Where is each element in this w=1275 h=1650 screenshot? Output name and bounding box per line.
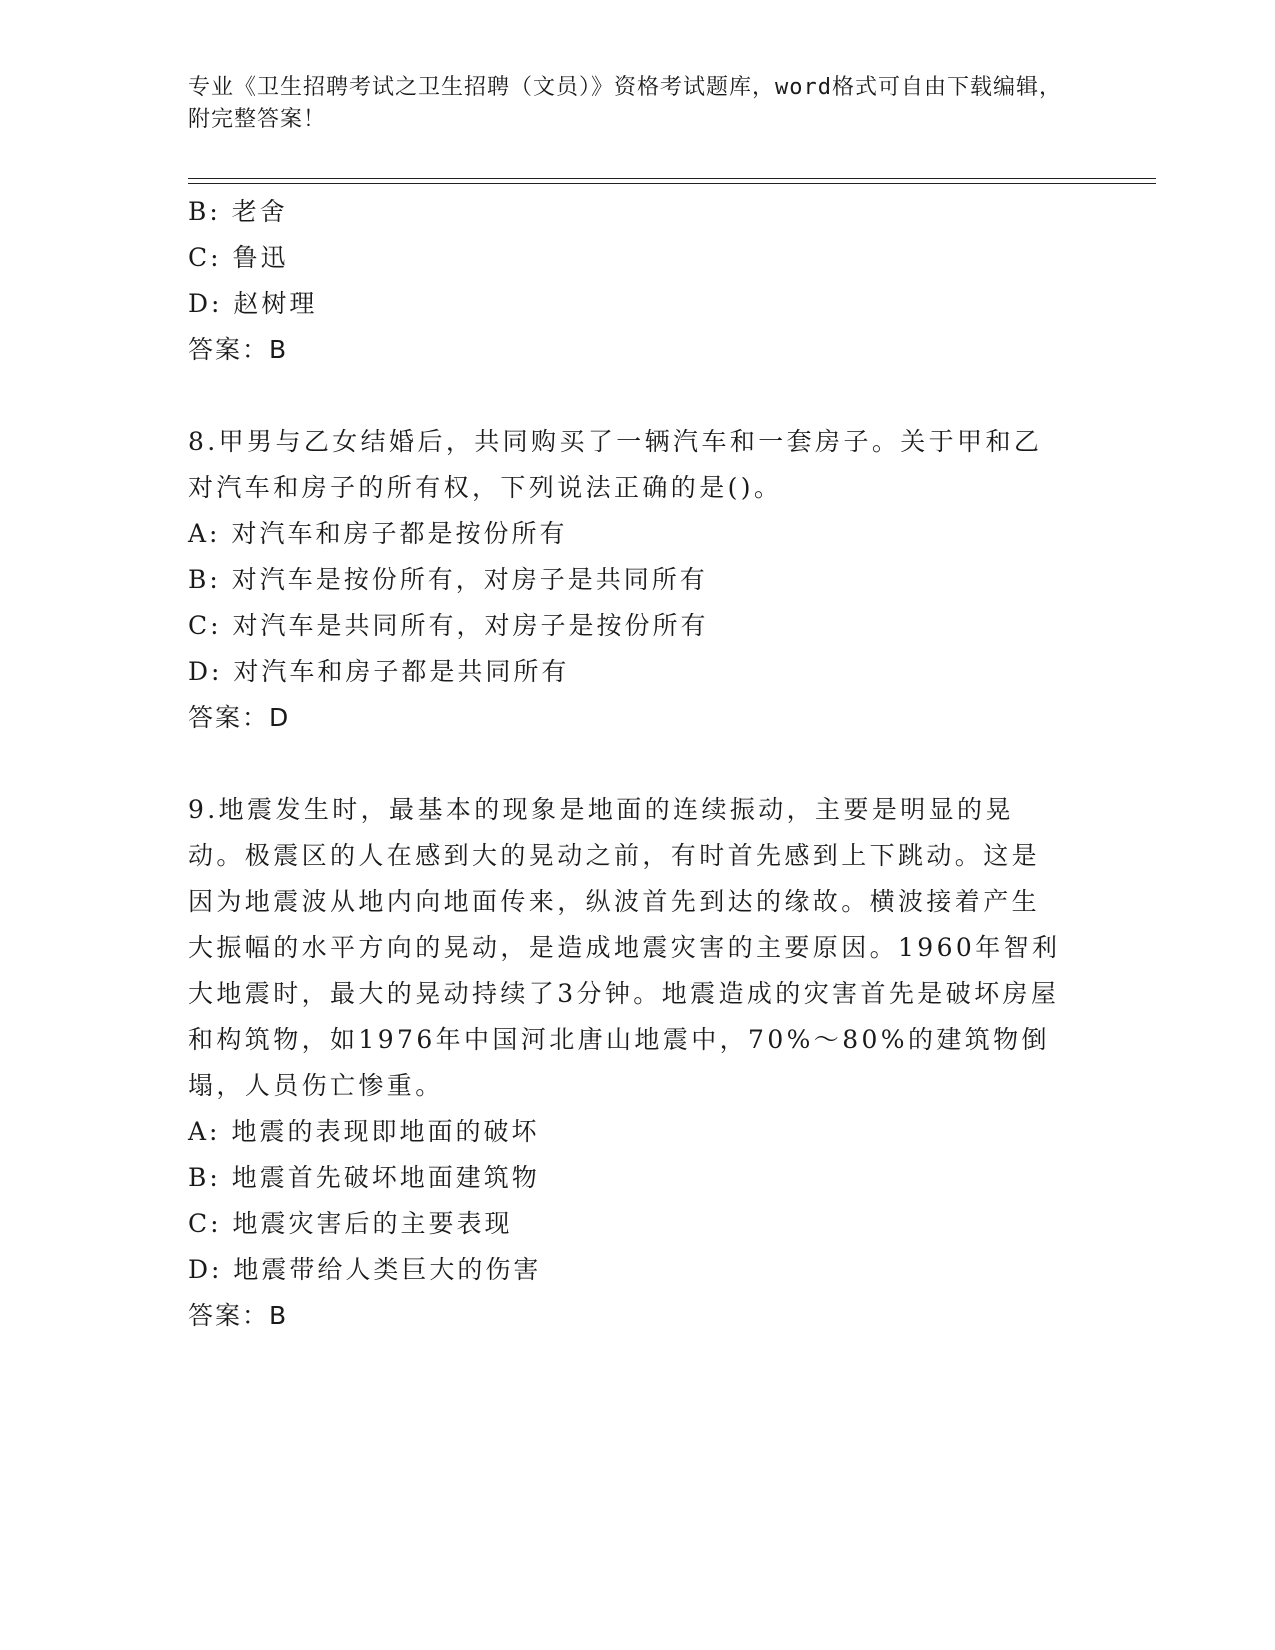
answer: 答案：D bbox=[188, 703, 291, 732]
option-a bbox=[188, 1109, 1088, 1155]
option-d bbox=[188, 649, 1088, 695]
question-content bbox=[188, 189, 1088, 1339]
option-label: D: bbox=[188, 1255, 223, 1284]
option-label: A: bbox=[188, 1117, 221, 1146]
option-text: 地震灾害后的主要表现 bbox=[232, 1209, 513, 1238]
question-text: 8.甲男与乙女结婚后，共同购买了一辆汽车和一套房子。关于甲和乙对汽车和房子的所有权，下列说法正确的是()。 bbox=[188, 427, 1043, 502]
option-label: D: bbox=[188, 289, 223, 318]
option-label: D: bbox=[188, 657, 223, 686]
question-8-block bbox=[188, 419, 1088, 741]
option-b bbox=[188, 189, 1088, 235]
option-label: C: bbox=[188, 611, 222, 640]
option-text: 老舍 bbox=[231, 197, 288, 226]
option-label: B: bbox=[188, 1163, 221, 1192]
document-header: 专业《卫生招聘考试之卫生招聘（文员）》资格考试题库，word格式可自由下载编辑，附完整答案！ bbox=[188, 75, 1062, 132]
option-label: B: bbox=[188, 197, 221, 226]
option-c bbox=[188, 235, 1088, 281]
option-b bbox=[188, 557, 1088, 603]
option-d bbox=[188, 281, 1088, 327]
question-7-block bbox=[188, 189, 1088, 373]
spacer bbox=[188, 741, 1088, 787]
option-text: 对汽车是按份所有，对房子是共同所有 bbox=[231, 565, 708, 594]
option-d bbox=[188, 1247, 1088, 1293]
option-text: 对汽车和房子都是共同所有 bbox=[233, 657, 570, 686]
option-text: 地震的表现即地面的破坏 bbox=[231, 1117, 540, 1146]
header-rule-top bbox=[188, 178, 1156, 179]
option-label: B: bbox=[188, 565, 221, 594]
question-text: 9.地震发生时，最基本的现象是地面的连续振动，主要是明显的晃动。极震区的人在感到大的晃动之前，有时首先感到上下跳动。这是因为地震波从地内向地面传来，纵波首先到达的缘故。横波接着产生大振幅的水平方向的晃动，是造成地震灾害的主要原因。1960年智利大地震时，最大的晃动持续了3分钟。地震造成的灾害首先是破坏房屋和构筑物，如1976年中国河北唐山地震中，70%～80%的建筑物倒塌，人员伤亡惨重。 bbox=[188, 795, 1061, 1100]
option-text: 地震带给人类巨大的伤害 bbox=[233, 1255, 542, 1284]
spacer bbox=[188, 373, 1088, 419]
answer: 答案：B bbox=[188, 1301, 289, 1330]
question-9-block bbox=[188, 787, 1088, 1339]
option-c bbox=[188, 1201, 1088, 1247]
option-c bbox=[188, 603, 1088, 649]
option-text: 地震首先破坏地面建筑物 bbox=[231, 1163, 540, 1192]
option-label: C: bbox=[188, 243, 222, 272]
answer: 答案：B bbox=[188, 335, 289, 364]
option-label: A: bbox=[188, 519, 221, 548]
option-text: 鲁迅 bbox=[232, 243, 289, 272]
option-text: 对汽车是共同所有，对房子是按份所有 bbox=[232, 611, 709, 640]
option-a bbox=[188, 511, 1088, 557]
header-rule-bottom bbox=[188, 183, 1156, 184]
option-text: 对汽车和房子都是按份所有 bbox=[231, 519, 568, 548]
option-text: 赵树理 bbox=[233, 289, 318, 318]
option-label: C: bbox=[188, 1209, 222, 1238]
option-b bbox=[188, 1155, 1088, 1201]
